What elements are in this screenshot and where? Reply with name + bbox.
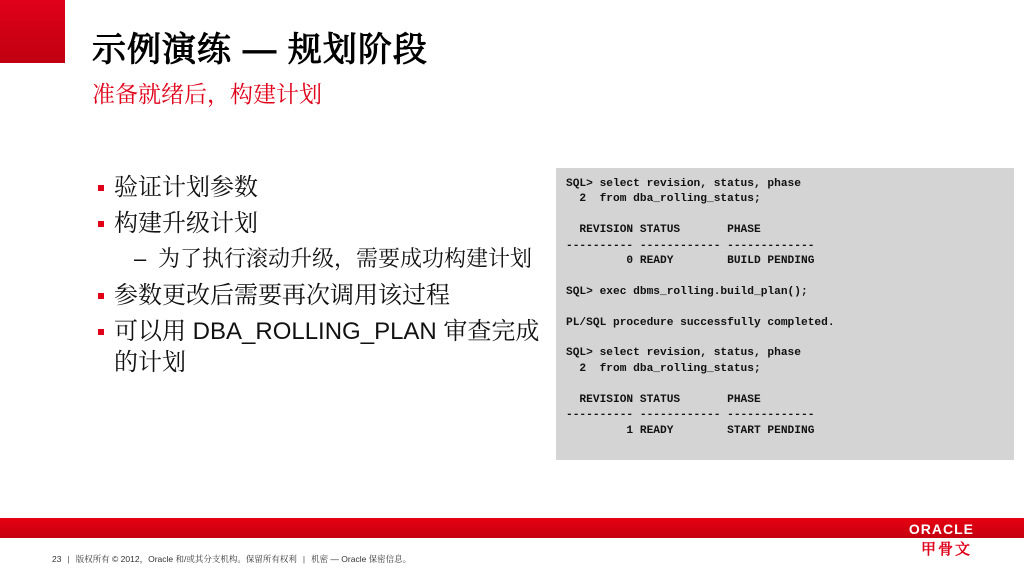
copyright-text: 版权所有 © 2012，Oracle 和/或其分支机构。保留所有权利 xyxy=(75,554,297,564)
bullet-text: 验证计划参数 xyxy=(114,174,258,201)
bullet-square-icon xyxy=(98,185,104,191)
bullet-square-icon xyxy=(98,293,104,299)
bullet-item xyxy=(96,316,551,378)
bullet-item xyxy=(96,208,551,239)
bullet-text: 参数更改后需要再次调用该过程 xyxy=(114,282,450,309)
bullet-text: 构建升级计划 xyxy=(114,210,258,237)
bullet-item xyxy=(96,280,551,311)
bullet-square-icon xyxy=(98,221,104,227)
sub-bullet-item xyxy=(96,244,551,274)
slide-subtitle: 准备就绪后，构建计划 xyxy=(92,81,322,107)
footer-red-band xyxy=(0,518,1024,538)
footer-separator: | xyxy=(302,554,306,564)
bullet-text: 可以用 DBA_ROLLING_PLAN 审查完成的计划 xyxy=(114,318,540,376)
sql-code-panel xyxy=(556,168,1014,460)
oracle-logo: ORACLE xyxy=(908,521,974,537)
dash-icon: – xyxy=(134,246,147,271)
footer xyxy=(52,553,411,565)
footer-separator: | xyxy=(67,554,70,564)
bullet-item xyxy=(96,172,551,203)
sql-code-text: SQL> select revision, status, phase 2 from dba_rolling_status; REVISION STATUS PHASE ---------- ------------ ------------- 0 READY BUILD PENDING SQL> exec dbms_rolling.build_plan(); PL/SQL procedure successfully completed. SQL> select revision, status, phase 2 from dba_rolling_status; REVISION STATUS PHASE ---------- ------------ ------------- 1 READY START PENDING xyxy=(566,178,835,437)
bullet-square-icon xyxy=(98,329,104,335)
page-number: 23 xyxy=(52,554,62,564)
classification-text: 机密 — Oracle 保密信息。 xyxy=(311,554,412,564)
oracle-cn-logo: 甲骨文 xyxy=(920,541,972,558)
corner-accent-block xyxy=(0,0,65,63)
bullet-list xyxy=(96,172,551,383)
slide-title: 示例演练 — 规划阶段 xyxy=(92,31,428,69)
sub-bullet-text: 为了执行滚动升级，需要成功构建计划 xyxy=(158,246,533,271)
